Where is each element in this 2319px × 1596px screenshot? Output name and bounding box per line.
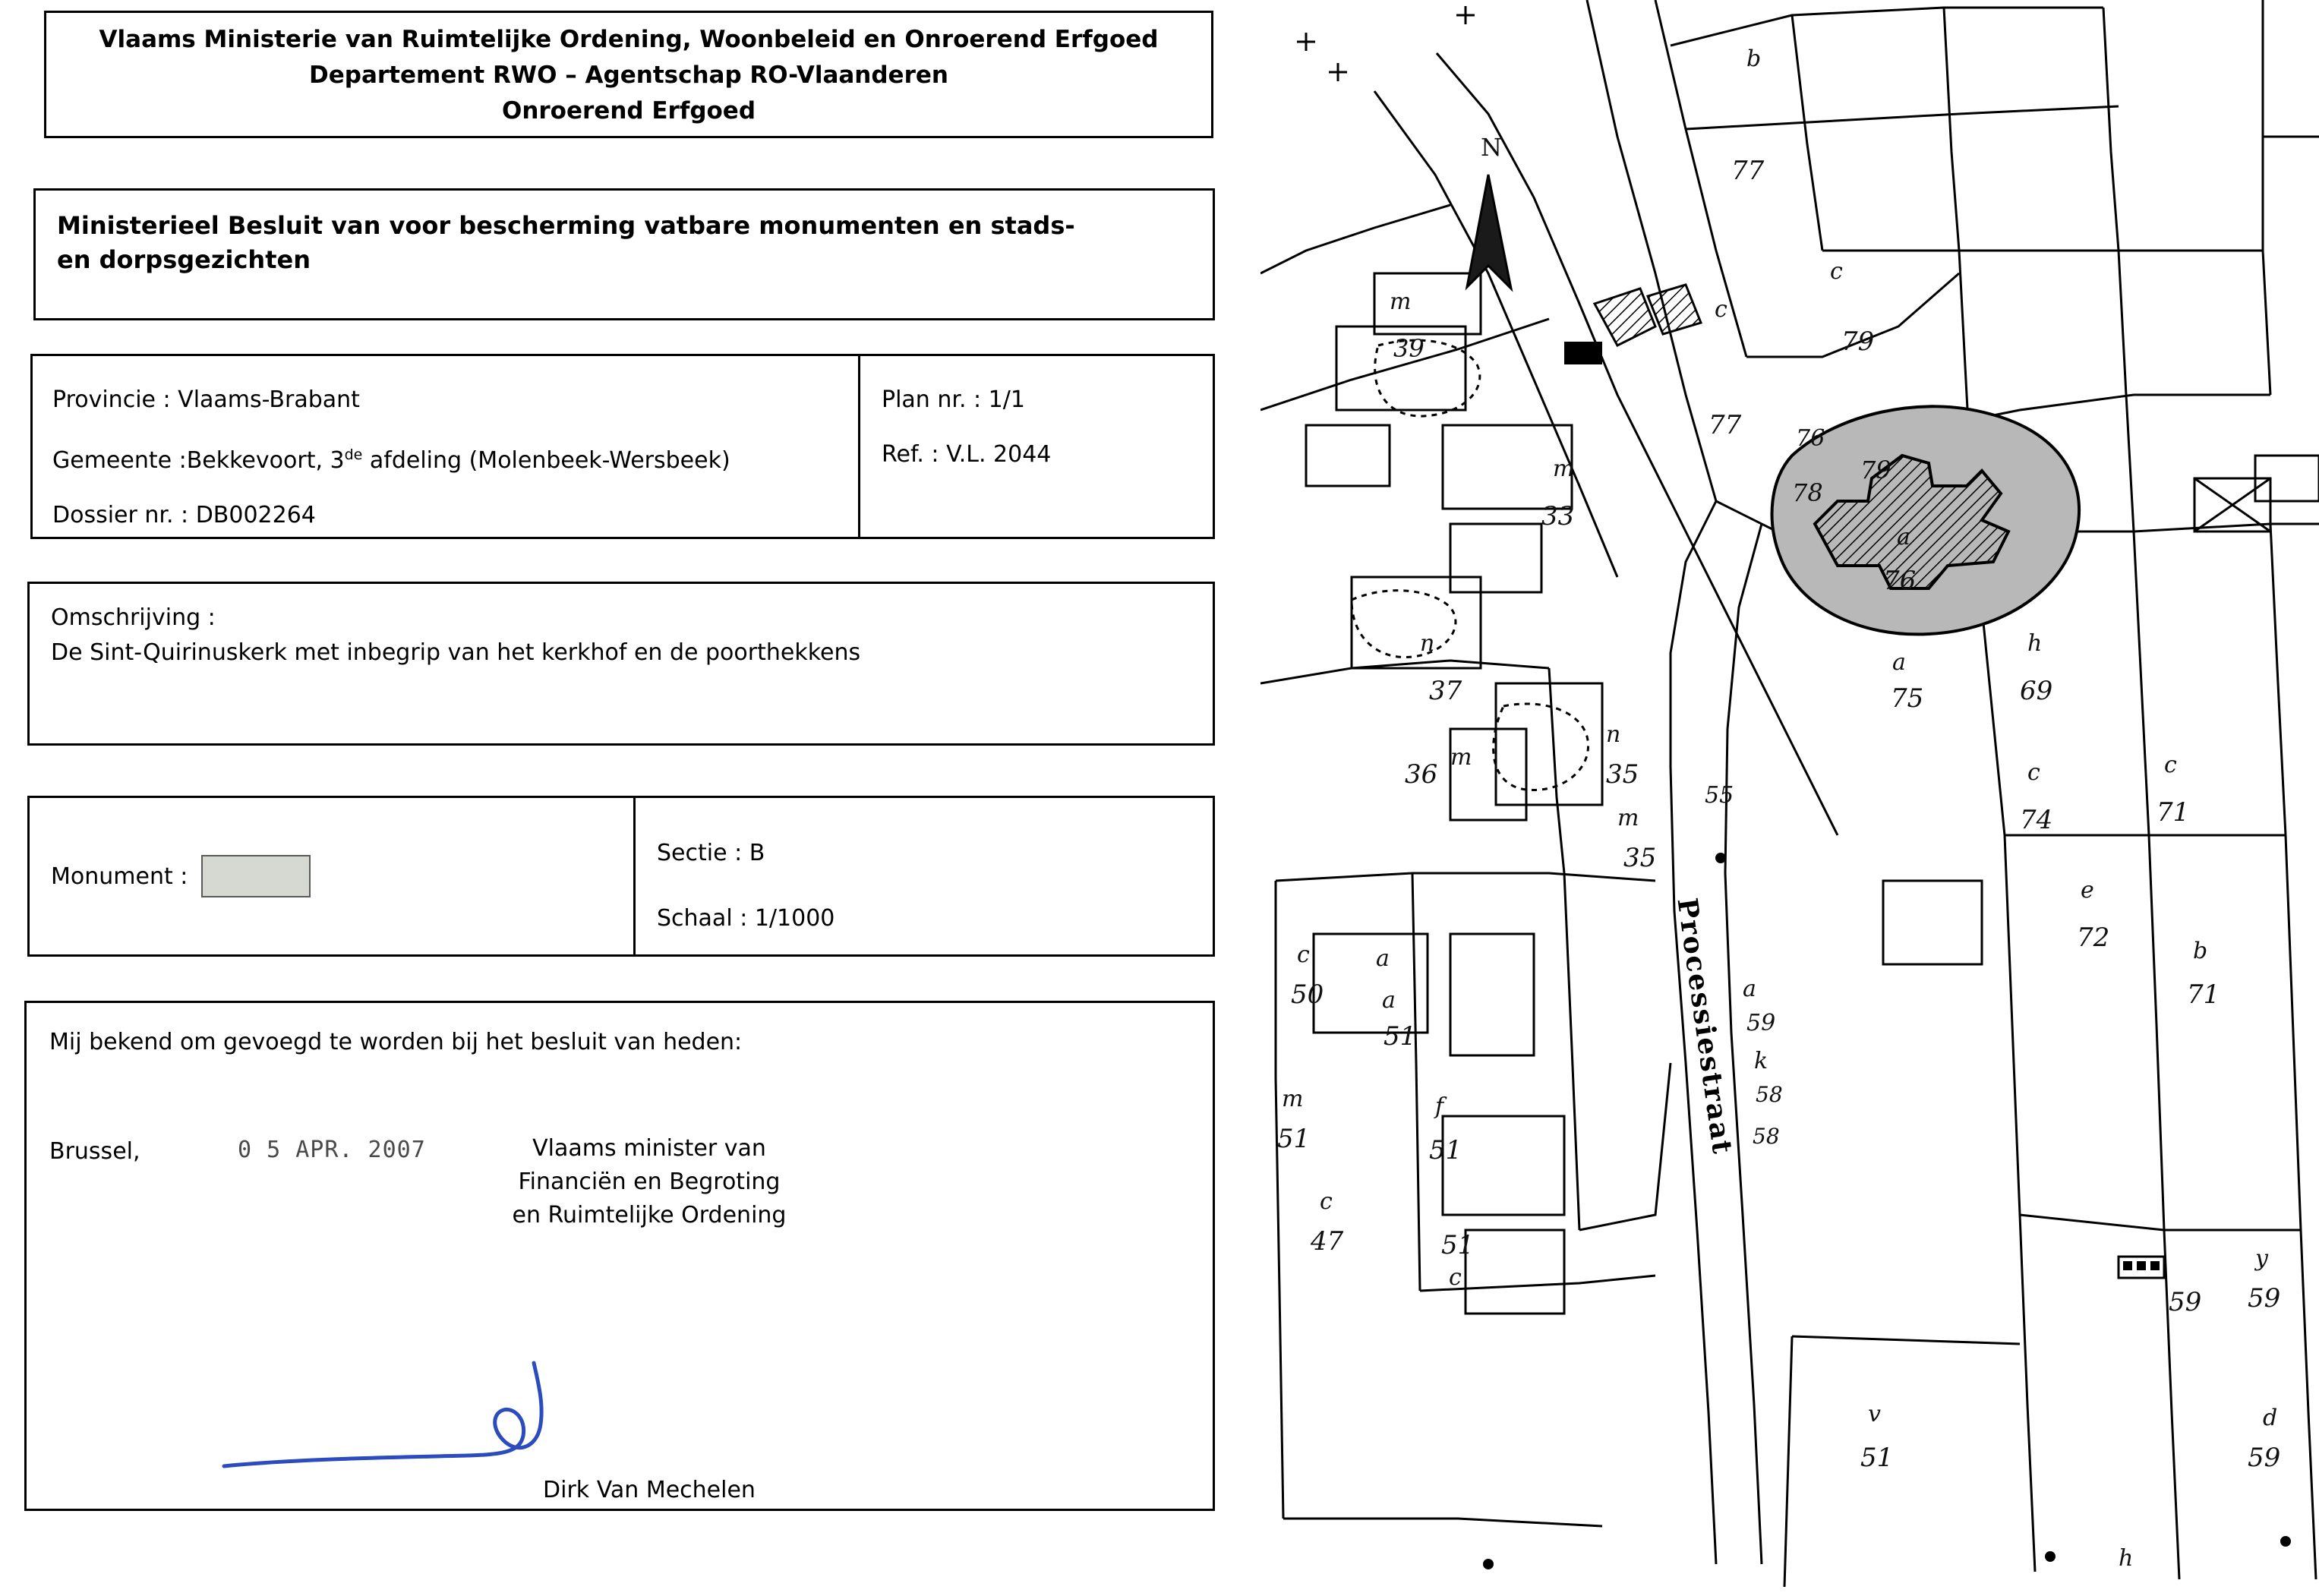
provincie-row [52, 373, 858, 427]
date-stamp: 0 5 APR. 2007 [238, 1137, 426, 1163]
parcel-letter: n [1420, 630, 1435, 657]
parcel-letter: b [1746, 46, 1762, 72]
parcel-number: 51 [1384, 1021, 1417, 1052]
parcel-number: 72 [2077, 923, 2110, 953]
plan-value: 1/1 [988, 386, 1025, 413]
parcel-number: 33 [1541, 501, 1575, 531]
signature-box [24, 1001, 1215, 1511]
description-box [27, 582, 1215, 746]
parcel-number: 51 [1441, 1230, 1475, 1260]
parcel-letter: c [2164, 752, 2177, 778]
monument-color-swatch [201, 855, 311, 897]
dossier-value: DB002264 [195, 502, 316, 528]
monument-label: Monument : [51, 863, 188, 890]
schaal-label: Schaal : [657, 905, 755, 932]
parcel-number: 59 [1746, 1010, 1776, 1036]
parcel-number: 79 [1841, 326, 1875, 357]
ministry-header-box [44, 11, 1213, 138]
provincie-label: Provincie : [52, 386, 178, 413]
metadata-left-column [33, 356, 860, 537]
minister-title-line1: Vlaams minister van [532, 1135, 766, 1162]
metadata-right-column [860, 356, 1213, 554]
ref-row [882, 427, 1213, 482]
parcel-letter: h [2119, 1545, 2134, 1572]
parcel-number: 50 [1291, 979, 1324, 1010]
plan-row [882, 373, 1213, 427]
parcel-letter: f [1435, 1093, 1444, 1120]
parcel-letter: y [2255, 1245, 2268, 1272]
plan-label: Plan nr. : [882, 386, 989, 413]
parcel-letter: c [1715, 296, 1727, 323]
parcel-number: 71 [2187, 979, 2220, 1010]
parcel-letter: a [1743, 976, 1756, 1002]
cadastral-map [1260, 0, 2319, 1596]
parcel-letter: m [1617, 805, 1639, 831]
ministry-header-line1: Vlaams Ministerie van Ruimtelijke Ordening, Woonbeleid en Onroerend Erfgoed [99, 26, 1159, 53]
gemeente-value-rest: afdeling (Molenbeek-Wersbeek) [362, 447, 730, 474]
description-label: Omschrijving : [51, 604, 216, 631]
parcel-letter: m [1390, 289, 1412, 315]
ref-value: V.L. 2044 [946, 441, 1052, 468]
parcel-number: 79 [1860, 456, 1891, 484]
parcel-letter: a [1897, 524, 1910, 550]
street-name-processiestraat: Processiestraat [1671, 896, 1739, 1157]
parcel-number: 39 [1393, 334, 1425, 363]
parcel-letter: c [1449, 1264, 1462, 1291]
schaal-value: 1/1000 [754, 905, 835, 932]
decision-title-box [33, 188, 1215, 320]
parcel-number: 77 [1708, 410, 1742, 440]
parcel-letter: m [1282, 1086, 1304, 1112]
signature-intro: Mij bekend om gevoegd te worden bij het besluit van heden: [49, 1029, 743, 1055]
monument-right-column [636, 798, 1213, 977]
decision-title-line2: en dorpsgezichten [57, 245, 311, 274]
ministry-header-line2: Departement RWO – Agentschap RO-Vlaanderen [309, 62, 948, 89]
minister-title-line2: Financiën en Begroting [518, 1169, 781, 1195]
parcel-number: 35 [1606, 759, 1639, 790]
parcel-number: 55 [1705, 782, 1734, 809]
gemeente-row [52, 427, 858, 488]
parcel-letter: c [2027, 759, 2040, 786]
parcel-letter: m [1553, 456, 1575, 482]
gemeente-value: Bekkevoort, 3 [186, 447, 345, 474]
minister-title-line3: en Ruimtelijke Ordening [512, 1202, 787, 1229]
parcel-number: 51 [1277, 1124, 1311, 1154]
parcel-number: 51 [1429, 1135, 1462, 1165]
parcel-number: 59 [2248, 1443, 2281, 1473]
parcel-number: 59 [2169, 1287, 2202, 1317]
parcel-number: 76 [1796, 425, 1825, 452]
parcel-letter: b [2193, 938, 2208, 964]
sectie-row [657, 821, 1213, 886]
parcel-number: 47 [1311, 1226, 1344, 1257]
decision-title-line1: Ministerieel Besluit van voor bescherming vatbare monumenten en stads- [57, 211, 1075, 240]
parcel-number: 58 [1753, 1124, 1780, 1149]
gemeente-ordinal: de [344, 446, 363, 463]
sectie-label: Sectie : [657, 840, 749, 866]
parcel-number: 58 [1756, 1082, 1783, 1107]
parcel-letter: a [1376, 945, 1390, 972]
monument-box [27, 796, 1215, 957]
parcel-number: 75 [1891, 683, 1924, 714]
dossier-row [52, 488, 858, 543]
parcel-letter: c [1830, 258, 1843, 285]
parcel-number: 71 [2157, 797, 2190, 828]
monument-legend [30, 798, 636, 954]
parcel-number: 51 [1860, 1443, 1894, 1473]
parcel-letter: k [1754, 1048, 1768, 1074]
parcel-letter: h [2027, 630, 2043, 657]
gemeente-label: Gemeente : [52, 447, 187, 474]
parcel-number: 37 [1429, 676, 1462, 706]
parcel-letter: d [2263, 1405, 2278, 1431]
parcel-number: 78 [1792, 478, 1823, 507]
north-label: N [1481, 133, 1502, 162]
dossier-label: Dossier nr. : [52, 502, 196, 528]
parcel-number: 76 [1883, 566, 1917, 596]
metadata-box [30, 354, 1215, 539]
provincie-value: Vlaams-Brabant [178, 386, 360, 413]
parcel-letter: c [1297, 942, 1310, 968]
minister-title [452, 1132, 847, 1232]
parcel-letter: c [1320, 1188, 1333, 1215]
ministry-header-line3: Onroerend Erfgoed [501, 97, 756, 125]
parcel-letter: n [1606, 721, 1621, 748]
parcel-number: 35 [1623, 843, 1657, 873]
description-text: De Sint-Quirinuskerk met inbegrip van het kerkhof en de poorthekkens [51, 639, 861, 666]
signature-place: Brussel, [49, 1138, 140, 1165]
parcel-letter: e [2081, 877, 2094, 904]
parcel-number: 69 [2020, 676, 2053, 706]
schaal-row [657, 886, 1213, 951]
parcel-letter: m [1450, 744, 1472, 771]
minister-name: Dirk Van Mechelen [543, 1477, 756, 1503]
parcel-number: 36 [1405, 759, 1438, 790]
parcel-number: 74 [2020, 805, 2053, 835]
sectie-value: B [749, 840, 765, 866]
parcel-letter: a [1382, 987, 1396, 1014]
parcel-letter: v [1868, 1401, 1881, 1427]
parcel-number: 77 [1731, 156, 1765, 186]
ref-label: Ref. : [882, 441, 947, 468]
parcel-number: 59 [2248, 1283, 2281, 1314]
parcel-letter: a [1892, 649, 1906, 676]
